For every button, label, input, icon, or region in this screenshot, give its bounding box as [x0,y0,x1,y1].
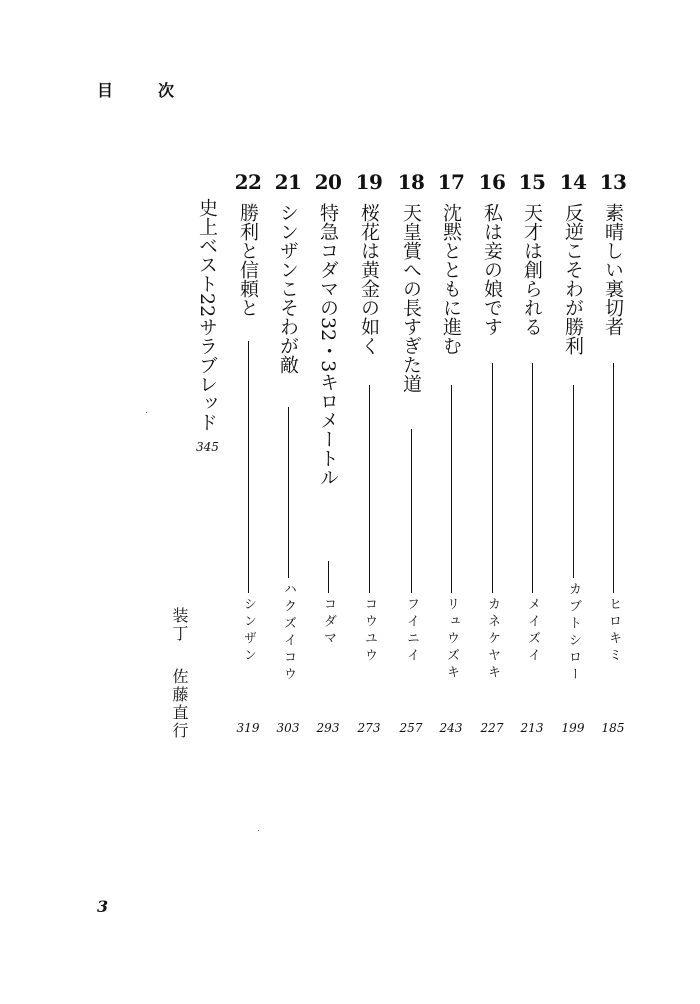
leader-line [369,385,370,593]
contents-heading-char-2: 次 [158,81,175,100]
chapter-title: 勝利と信頼と [237,203,259,317]
chapter-title: 反逆こそわが勝利 [562,203,584,355]
chapter-number: 20 [314,170,342,194]
horse-name: シンザン [241,597,256,665]
chapter-number: 19 [355,170,383,194]
special-section-page: 345 [196,440,219,454]
chapter-page: 227 [480,721,504,735]
chapter-page: 257 [399,721,423,735]
chapter-title: 天皇賞への長すぎた道 [400,203,422,393]
horse-name: コウユウ [362,597,377,665]
horse-name: カブトシロー [566,582,581,684]
chapter-number: 14 [559,170,587,194]
print-speck [258,830,259,831]
chapter-number: 17 [437,170,465,194]
chapter-title: 特急コダマの32・3キロメートル [317,203,339,487]
special-section-title: 史上ベスト22サラブレッド [196,198,218,432]
chapter-page: 293 [316,721,340,735]
horse-name: ハクズイコウ [281,582,296,684]
leader-line [288,407,289,578]
chapter-page: 303 [276,721,300,735]
leader-line [492,363,493,593]
horse-name: フイニイ [404,597,419,665]
chapter-title: 桜花は黄金の如く [358,203,380,355]
chapter-number: 21 [274,170,302,194]
horse-name: コダマ [321,597,336,648]
chapter-title: 私は妾の娘です [481,203,503,336]
leader-line [573,385,574,578]
contents-heading-char-1: 目 [97,81,114,100]
chapter-number: 22 [234,170,262,194]
horse-name: カネケヤキ [485,597,500,682]
chapter-page: 273 [357,721,381,735]
leader-line [248,341,249,593]
chapter-page: 185 [601,721,625,735]
design-credit-label: 装丁 [170,607,189,643]
leader-line [613,363,614,593]
chapter-number: 18 [397,170,425,194]
chapter-title: 沈黙とともに進む [440,203,462,355]
chapter-number: 15 [518,170,546,194]
chapter-number: 16 [478,170,506,194]
horse-name: ヒロキミ [606,597,621,665]
print-speck [146,412,147,413]
horse-name: メイズイ [525,597,540,665]
chapter-page: 243 [439,721,463,735]
leader-line [451,385,452,593]
horse-name: リュウズキ [444,597,459,682]
chapter-title: 素晴しい裏切者 [602,203,624,336]
chapter-title: シンザンこそわが敵 [277,203,299,374]
chapter-number: 13 [599,170,627,194]
leader-line [328,561,329,593]
page-number: 3 [97,897,109,916]
chapter-page: 213 [520,721,544,735]
chapter-title: 天才は創られる [521,203,543,336]
design-credit-name: 佐藤直行 [170,668,189,740]
leader-line [411,429,412,593]
chapter-page: 319 [236,721,260,735]
leader-line [532,363,533,593]
chapter-page: 199 [561,721,585,735]
